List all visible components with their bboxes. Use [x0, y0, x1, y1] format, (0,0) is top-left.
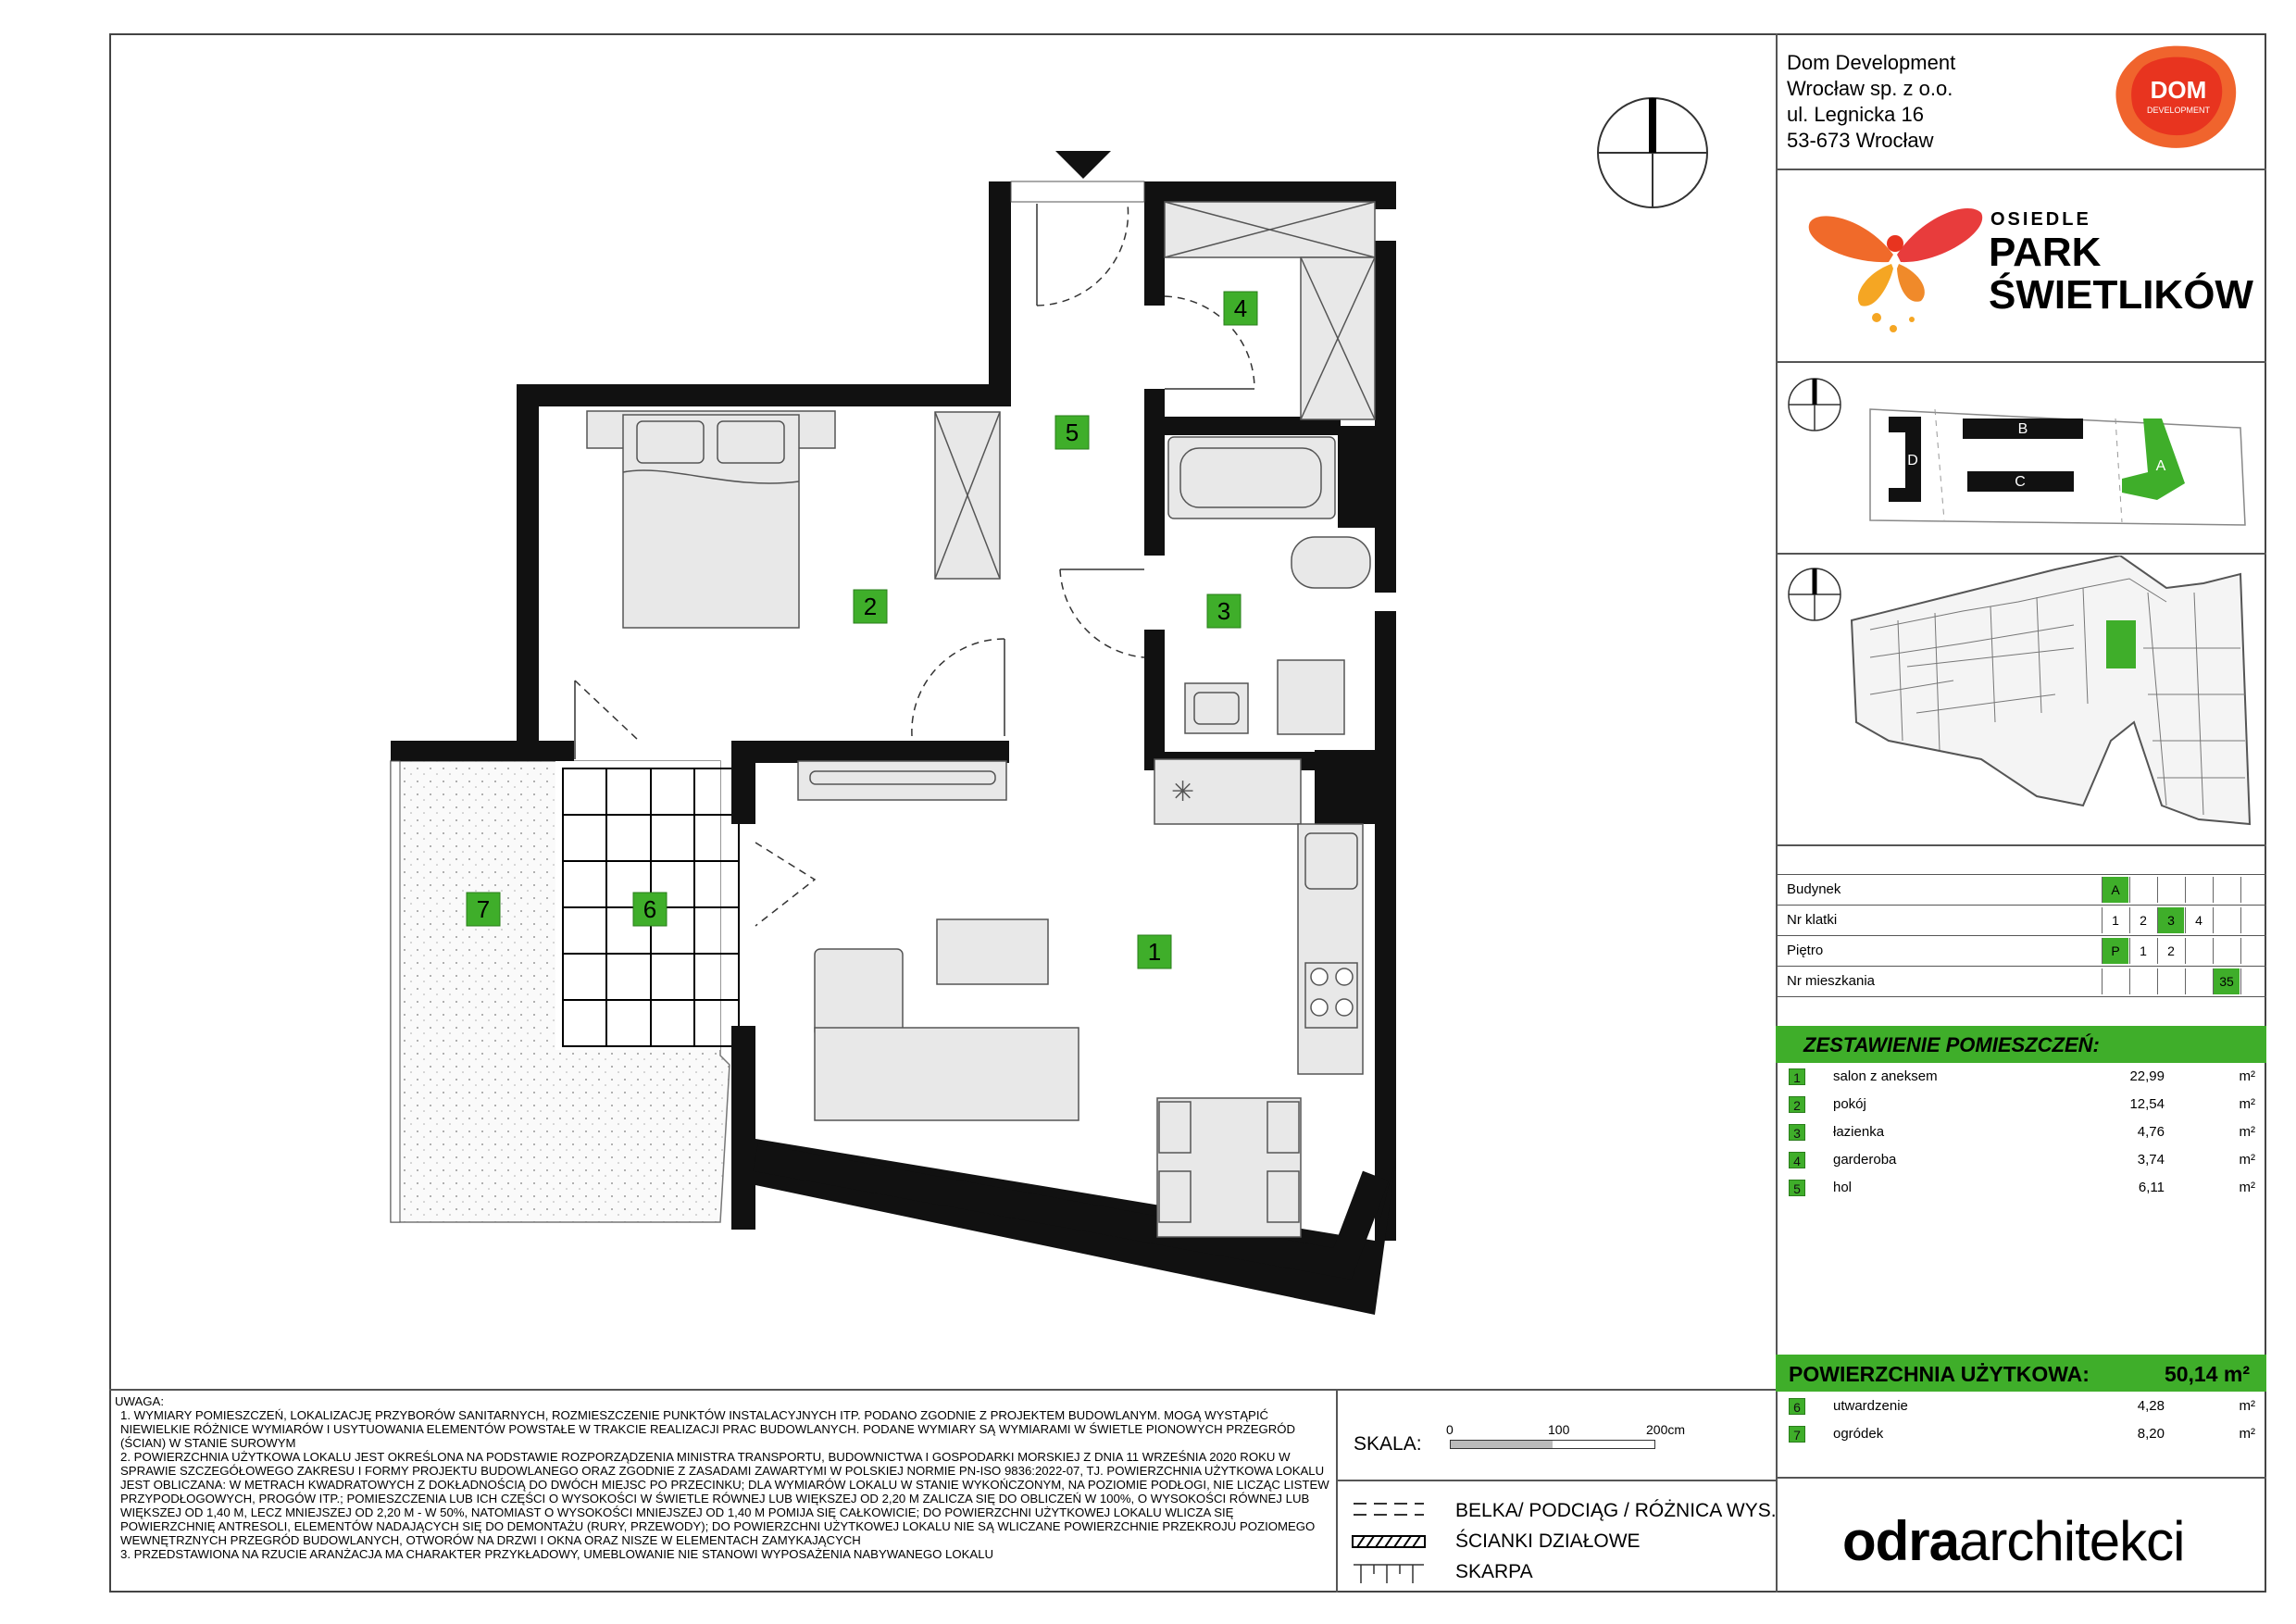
notes-item: 2. POWIERZCHNIA UŻYTKOWA LOKALU JEST OKREŚLONA NA PODSTAWIE ROZPORZĄDZENIA MINISTRA TRANSPORTU, BUDOWNICTWA I GOSPODARKI MORSKIEJ Z DNIA 11 WRZEŚNIA 2020 ROKU W SPRAWIE SZCZEGÓŁOWEGO ZAKRESU I FORMY PROJEKTU BUDOWLANEGO ORAZ ZGODNIE Z ZASADAMI ZAWARTYMI W POLSKIEJ NORMIE PN-ISO 9836:2022-07, TJ. POWIERZCHNIA UŻYTKOWA LOKALU JEST OBLICZANA: W METRACH KWADRATOWYCH Z DOKŁADNOŚCIĄ DO DWÓCH MIEJSC PO PRZECINKU; DLA WYMIARÓW LOKALU W STANIE WYKOŃCZONYM, NA POZIOMIE PODŁOGI, NIE LICZĄC LISTEW PRZYPODŁOGOWYCH, PROGÓW ITP.; POMIESZCZENIA LUB ICH CZĘŚCI O WYSOKOŚCI W ŚWIETLE RÓWNEJ LUB WIĘKSZEJ OD 2,20 M ZALICZA SIĘ DO OBLICZEŃ W 100%, O WYSOKOŚCI RÓWNEJ LUB WIĘKSZEJ OD 1,40 M, LECZ MNIEJSZEJ OD 2,20 M - W 50%, NATOMIAST O WYSOKOŚCI MNIEJSZEJ OD 1,40 M POMIJA SIĘ CAŁKOWICIE; DO POWIERZCHNI UŻYTKOWEJ LOKALU WLICZA SIĘ POWIERZCHNIĘ ANTRESOLI, ELEMENTÓW NADAJĄCYCH SIĘ DO DEMONTAŻU (RURY, PRZEWODY); DO POWIERZCHNI UŻYTKOWEJ LOKALU NIE SĄ WLICZANE POWIERZCHNIE PRZEKROJU POZIOMEGO WEWNĘTRZNYCH PRZEGRÓD BUDOWLANYCH, OTWORÓW NA DRZWI I OKNA ORAZ NISZE W ELEMENTACH ZAMYKAJĄCYCH — [120, 1450, 1329, 1547]
architect-logo-part2: architekci — [1959, 1510, 2185, 1572]
info-cell: 35 — [2213, 968, 2240, 994]
room-row — [1776, 1118, 2266, 1146]
notes-divider — [1336, 1389, 1338, 1593]
summary-header-bar — [1776, 1026, 2266, 1063]
firefly-logo-icon — [1801, 199, 1986, 338]
room-tag-3 — [1207, 594, 1241, 628]
info-cell: 4 — [2185, 907, 2212, 933]
architect-divider — [1776, 1477, 2266, 1479]
info-cell: P — [2102, 938, 2128, 964]
info-row — [1776, 874, 2266, 906]
brand-line2: PARK — [1989, 230, 2102, 275]
room-tag-6 — [633, 893, 667, 926]
extras-list — [1776, 1393, 2266, 1448]
room-row — [1776, 1393, 2266, 1420]
room-tag-7 — [467, 893, 500, 926]
info-cell — [2213, 877, 2240, 903]
svg-text:DOM: DOM — [2150, 76, 2207, 104]
room-row — [1776, 1146, 2266, 1174]
notes-item: 1. WYMIARY POMIESZCZEŃ, LOKALIZACJĘ PRZYBORÓW SANITARNYCH, ROZMIESZCZENIE PUNKTÓW INSTALACYJNYCH ITP. PODANO ZGODNIE Z PROJEKTEM BUDOWLANYM. MOGĄ WYSTĄPIĆ NIEWIELKIE RÓŻNICE WYMIARÓW I USYTUOWANIA ELEMENTÓW POWSTAŁE W TRAKCIE REALIZACJI PRAC BUDOWLANYCH. PODANE WYMIARY SĄ WYMIARAMI W ŚWIETLE PIONOWYCH PRZEGRÓD (ŚCIAN) W STANIE SUROWYM — [120, 1408, 1296, 1450]
room-tag-1 — [1138, 935, 1171, 968]
room-name: pokój — [1833, 1096, 1866, 1112]
room-tag-4 — [1224, 292, 1257, 325]
scale-legend-divider — [1336, 1480, 1776, 1481]
room-row — [1776, 1091, 2266, 1118]
room-name: ogródek — [1833, 1426, 1884, 1442]
company-divider — [1776, 169, 2266, 170]
info-row-label: Nr klatki — [1787, 912, 1838, 928]
svg-text:B: B — [2017, 421, 2028, 437]
svg-text:1: 1 — [1147, 938, 1162, 966]
legend-beam: BELKA/ PODCIĄG / RÓŻNICA WYS. — [1455, 1500, 1777, 1521]
compass-icon — [1789, 568, 1841, 620]
room-number-badge: 4 — [1789, 1152, 1805, 1168]
summary-header: ZESTAWIENIE POMIESZCZEŃ: — [1803, 1033, 2100, 1056]
room-area-unit: m² — [2239, 1124, 2255, 1140]
scale-label: SKALA: — [1354, 1433, 1422, 1455]
info-cell — [2157, 968, 2184, 994]
keyplan-divider — [1776, 844, 2266, 846]
wardrobe-furniture — [1165, 202, 1375, 419]
room-row — [1776, 1420, 2266, 1448]
room-area: 4,28 — [2137, 1398, 2165, 1414]
info-cell — [2129, 968, 2156, 994]
info-cell: 1 — [2102, 907, 2128, 933]
hatched-wall-icon — [1352, 1533, 1426, 1550]
entrance-arrow-icon — [1055, 151, 1111, 179]
room-number-badge: 3 — [1789, 1124, 1805, 1141]
info-cell — [2240, 968, 2267, 994]
scale-tick-200: 200cm — [1646, 1422, 1686, 1437]
notes-block — [115, 1394, 1329, 1561]
dom-development-logo — [2106, 41, 2245, 152]
room-area: 12,54 — [2129, 1096, 2165, 1112]
room-area-unit: m² — [2239, 1398, 2255, 1414]
total-area-bar — [1776, 1355, 2266, 1392]
company-line: ul. Legnicka 16 — [1787, 103, 1924, 126]
compass-icon — [1592, 93, 1713, 213]
info-cell — [2213, 907, 2240, 933]
svg-text:2: 2 — [863, 593, 878, 620]
company-line: Wrocław sp. z o.o. — [1787, 77, 1953, 100]
room-area: 4,76 — [2137, 1124, 2165, 1140]
legend-walls: ŚCIANKI DZIAŁOWE — [1455, 1530, 1641, 1552]
info-cell — [2185, 938, 2212, 964]
bottom-panel-divider — [109, 1389, 1776, 1391]
svg-text:C: C — [2015, 474, 2026, 490]
rooms-list — [1776, 1063, 2266, 1202]
info-cell — [2240, 907, 2267, 933]
company-address — [1787, 50, 1955, 154]
total-area-value: 50,14 m² — [2164, 1362, 2250, 1386]
room-area-unit: m² — [2239, 1180, 2255, 1195]
architect-logo-part1: odra — [1842, 1510, 1960, 1572]
svg-text:5: 5 — [1065, 418, 1079, 446]
svg-text:6: 6 — [643, 895, 657, 923]
room-area-unit: m² — [2239, 1426, 2255, 1442]
room-row — [1776, 1174, 2266, 1202]
compass-icon — [1789, 379, 1841, 431]
svg-text:7: 7 — [476, 895, 491, 923]
site-plan — [1778, 363, 2265, 552]
room-area: 22,99 — [2129, 1068, 2165, 1084]
info-cell — [2240, 877, 2267, 903]
slope-icon — [1352, 1561, 1426, 1585]
info-cell — [2213, 938, 2240, 964]
svg-text:3: 3 — [1217, 597, 1231, 625]
siteplan-divider — [1776, 553, 2266, 555]
scale-tick-0: 0 — [1446, 1422, 1454, 1437]
info-cell: 2 — [2157, 938, 2184, 964]
info-cell — [2129, 877, 2156, 903]
room-area: 8,20 — [2137, 1426, 2165, 1442]
notes-title: UWAGA: — [115, 1394, 164, 1408]
extractor-icon: ✳ — [1171, 776, 1195, 808]
room-name: garderoba — [1833, 1152, 1897, 1168]
scale-bar — [1450, 1440, 1655, 1449]
room-name: salon z aneksem — [1833, 1068, 1938, 1084]
svg-text:A: A — [2155, 458, 2166, 474]
legend-slope: SKARPA — [1455, 1561, 1533, 1582]
svg-text:4: 4 — [1233, 294, 1248, 322]
info-cell: 2 — [2129, 907, 2156, 933]
svg-text:DEVELOPMENT: DEVELOPMENT — [2146, 106, 2211, 115]
room-name: utwardzenie — [1833, 1398, 1908, 1414]
company-line: Dom Development — [1787, 51, 1956, 74]
scale-tick-100: 100 — [1548, 1422, 1570, 1437]
room-name: hol — [1833, 1180, 1853, 1195]
floor-plan — [370, 139, 1407, 1315]
apartment-info-table — [1776, 874, 2266, 997]
svg-text:D: D — [1907, 453, 1918, 468]
notes-item: 3. PRZEDSTAWIONA NA RZUCIE ARANŻACJA MA CHARAKTER PRZYKŁADOWY, UMEBLOWANIE NIE STANOWI WYPOSAŻENIA NABYWANEGO LOKALU — [120, 1547, 994, 1561]
key-plan — [1778, 556, 2265, 843]
info-row — [1776, 936, 2266, 967]
total-area-label: POWIERZCHNIA UŻYTKOWA: — [1789, 1362, 2090, 1386]
room-area-unit: m² — [2239, 1096, 2255, 1112]
info-cell — [2185, 877, 2212, 903]
info-cell — [2240, 938, 2267, 964]
brand-line3: ŚWIETLIKÓW — [1989, 272, 2253, 318]
company-line: 53-673 Wrocław — [1787, 129, 1934, 152]
info-row-label: Nr mieszkania — [1787, 973, 1876, 989]
room-number-badge: 6 — [1789, 1398, 1805, 1415]
room-number-badge: 1 — [1789, 1068, 1805, 1085]
room-number-badge: 2 — [1789, 1096, 1805, 1113]
room-row — [1776, 1063, 2266, 1091]
dashed-lines-icon — [1352, 1498, 1426, 1520]
info-cell — [2157, 877, 2184, 903]
room-number-badge: 5 — [1789, 1180, 1805, 1196]
room-area: 6,11 — [2138, 1180, 2165, 1195]
room-number-badge: 7 — [1789, 1426, 1805, 1443]
bedroom-furniture — [587, 411, 1000, 628]
info-cell: 1 — [2129, 938, 2156, 964]
architect-logo — [1842, 1509, 2184, 1573]
room-name: łazienka — [1833, 1124, 1885, 1140]
room-area-unit: m² — [2239, 1152, 2255, 1168]
brand-line1: OSIEDLE — [1990, 209, 2091, 230]
info-row — [1776, 906, 2266, 936]
info-row-label: Budynek — [1787, 881, 1841, 897]
info-row — [1776, 967, 2266, 997]
info-cell — [2102, 968, 2128, 994]
room-area-unit: m² — [2239, 1068, 2255, 1084]
info-cell: A — [2102, 877, 2128, 903]
room-tag-2 — [854, 590, 887, 623]
info-row-label: Piętro — [1787, 943, 1824, 958]
info-cell — [2185, 968, 2212, 994]
room-tag-5 — [1055, 416, 1089, 449]
info-cell: 3 — [2157, 907, 2184, 933]
room-area: 3,74 — [2137, 1152, 2165, 1168]
